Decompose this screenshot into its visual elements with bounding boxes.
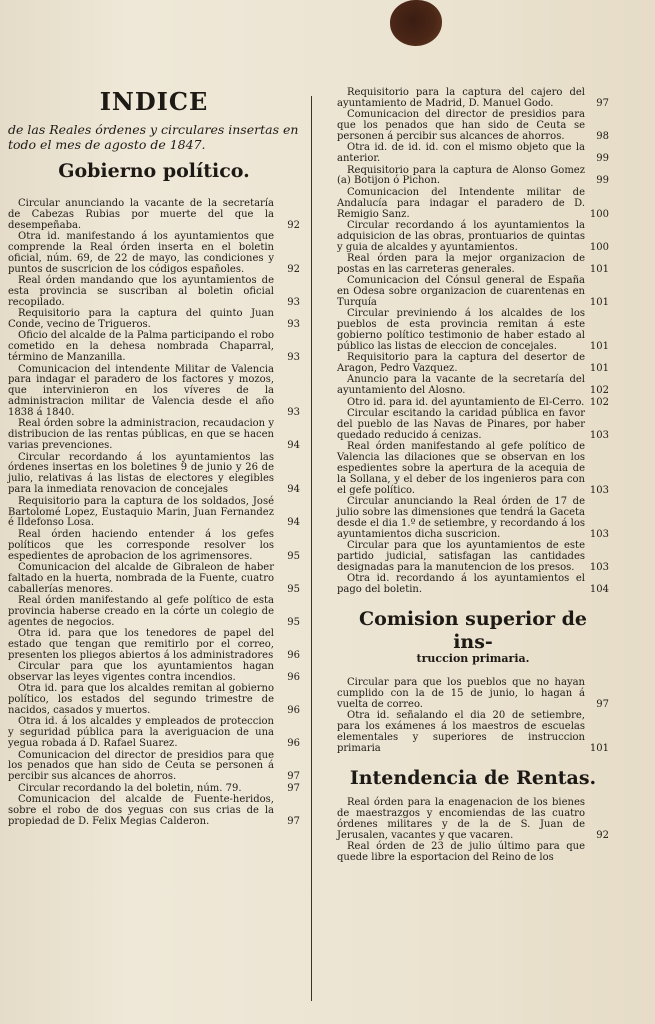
index-entry	[337, 188, 609, 221]
entry-text: Real órden para la mejor organizacion de postas en las carreteras generales.	[337, 252, 585, 275]
entry-text: Comunicacion del director de presidios para que los penados que han sido de Ceuta se personen á percibir sus alcances de ahorros.	[8, 749, 274, 783]
entry-page-number: 95	[287, 616, 300, 628]
index-entry	[337, 798, 609, 842]
entry-text: Otro id. para id. del ayuntamiento de El-Cerro.	[347, 396, 585, 408]
index-entry	[8, 331, 300, 364]
index-entry	[337, 842, 609, 864]
entry-page-number: 92	[287, 219, 300, 231]
entry-text: Comunicacion del Cónsul general de España en Odesa sobre organizacion de cuarentenas en Turquía	[337, 275, 585, 308]
index-entry	[337, 711, 609, 755]
entry-text: Circular recordando á los ayuntamientos las órdenes insertas en los boletines 9 de junio y 26 de julio, relativas á las listas de electores y elegibles para la inmediata renovacion de concejales	[8, 451, 274, 496]
entry-page-number: 97	[287, 771, 300, 783]
entry-page-number: 95	[287, 583, 300, 595]
index-entry	[8, 629, 300, 662]
entry-text: Otra id. para que los tenedores de papel del estado que tengan que remitirlo por el correo, presenten los pliegos abiertos á los administradores	[8, 628, 274, 661]
entry-page-number: 93	[287, 352, 300, 364]
left-column	[8, 88, 300, 828]
entry-page-number: 101	[589, 296, 609, 308]
entry-page-number: 100	[589, 241, 609, 253]
section-title-intendencia: Intendencia de Rentas.	[349, 767, 597, 790]
entry-page-number: 94	[287, 484, 300, 496]
entry-text: Circular anunciando la vacante de la secretaría de Cabezas Rubias por muerte del que la desempeñaba.	[8, 198, 274, 231]
index-entry	[8, 497, 300, 530]
entry-page-number: 93	[287, 319, 300, 331]
index-title: INDICE	[99, 87, 209, 116]
entry-page-number: 94	[287, 517, 300, 529]
entry-page-number: 96	[287, 705, 300, 717]
index-entry	[8, 684, 300, 717]
index-entry	[337, 143, 609, 165]
entry-text: Circular para que los ayuntamientos hagan observar las leyes vigentes contra incendios.	[8, 661, 274, 684]
index-entry	[337, 497, 609, 541]
section-title-gobierno: Gobierno político.	[58, 160, 250, 182]
index-entry	[8, 717, 300, 750]
entry-page-number: 103	[589, 484, 609, 496]
entry-page-number: 99	[596, 175, 609, 187]
entry-page-number: 100	[589, 208, 609, 220]
entry-page-number: 93	[287, 296, 300, 308]
entry-page-number: 101	[589, 263, 609, 275]
entry-text: Oficio del alcalde de la Palma participando el robo cometido en la dehesa nombrada Chaparral, término de Manzanilla.	[8, 330, 274, 364]
entry-text: Requisitorio para la captura de Alonso Gomez (a) Botijon ó Pichon.	[337, 164, 585, 187]
index-entry	[8, 563, 300, 596]
entry-text: Otra id. manifestando á los ayuntamientos que comprende la Real órden inserta en el boletin oficial, núm. 69, de 22 de mayo, las condiciones y puntos de suscricion de los códigos españoles.	[8, 231, 274, 275]
index-entry	[8, 530, 300, 563]
entry-text: Circular para que los ayuntamientos de este partido judicial, satisfagan las cantidades designadas para la manutencion de los presos.	[337, 540, 585, 573]
entry-text: Comunicacion del alcalde de Fuente-heridos, sobre el robo de dos yeguas con sus crias de la propiedad de D. Felix Megias Calderon.	[8, 793, 274, 827]
index-entry	[8, 795, 300, 828]
index-entry	[337, 442, 609, 497]
index-entry	[337, 398, 609, 409]
index-entry	[337, 375, 609, 397]
entry-text: Requisitorio para la captura del quinto Juan Conde, vecino de Trigueros.	[8, 308, 274, 331]
entry-page-number: 93	[287, 407, 300, 419]
right-column	[337, 88, 609, 865]
entry-text: Real órden haciendo entender á los gefes políticos que les corresponde resolver los espedientes de aprobacion de los agrimensores.	[8, 528, 274, 562]
entry-page-number: 103	[589, 561, 609, 573]
entry-text: Comunicacion del Intendente militar de Andalucía para indagar el paradero de D. Remigio Sanz.	[337, 186, 585, 220]
index-entry	[8, 596, 300, 629]
index-entry	[8, 419, 300, 452]
entry-text: Anuncio para la vacante de la secretaría del ayuntamiento del Alosno.	[337, 374, 585, 397]
entry-text: Requisitorio para la captura del cajero del ayuntamiento de Madrid, D. Manuel Godo.	[337, 87, 585, 109]
index-entry	[8, 453, 300, 497]
entry-text: Circular previniendo á los alcaldes de los pueblos de esta provincia remitan á este gobierno político testimonio de haber estado al público las listas de eleccion de concejales.	[337, 308, 585, 352]
entry-text: Real órden mandando que los ayuntamientos de esta provincia se suscriban al boletin oficial recopilado.	[8, 275, 274, 308]
entry-text: Real órden para la enagenacion de los bienes de maestrazgos y encomiendas de las cuatro órdenes militares y de la de S. Juan de Jerusalen, vacantes y que vacaren.	[337, 797, 585, 842]
entry-page-number: 102	[589, 396, 609, 408]
index-entry	[337, 353, 609, 375]
entry-text: Otra id. para que los alcaldes remitan al gobierno político, los estados del segundo trimestre de nacidos, casados y muertos.	[8, 683, 274, 717]
entry-page-number: 97	[596, 699, 609, 711]
entry-page-number: 103	[589, 429, 609, 441]
section-title-comision: Comision superior de ins-	[359, 608, 587, 654]
entry-text: Requisitorio para la captura de los soldados, José Bartolomé Lopez, Eustaquio Marin, Juan Fernandez é Ildefonso Losa.	[8, 495, 274, 529]
entry-page-number: 97	[287, 815, 300, 827]
index-entry	[337, 254, 609, 276]
entry-page-number: 99	[596, 153, 609, 165]
index-entry	[337, 574, 609, 596]
entry-page-number: 101	[589, 340, 609, 352]
entry-page-number: 96	[287, 649, 300, 661]
section-subtitle-comision: truccion primaria.	[416, 652, 530, 666]
entry-text: Circular anunciando la Real órden de 17 de julio sobre las dimensiones que tendrá la Gaceta desde el dia 1.º de setiembre, y recordando á los ayuntamientos dicha suscricion.	[337, 496, 585, 540]
index-entry	[8, 199, 300, 232]
entry-text: Real órden manifestando al gefe político de Valencia las dilaciones que se observan en los espedientes sobre la apertura de la acequia de la Sollana, y el deber de los ingenieros para con el gefe político.	[337, 441, 585, 496]
entry-text: Real órden manifestando al gefe político de esta provincia haberse creado en la córte un colegio de agentes de negocios.	[8, 594, 274, 628]
entry-page-number: 97	[287, 782, 300, 794]
right-entry-list-intendencia	[337, 798, 609, 864]
entry-text: Circular recordando la del boletin, núm. 79.	[18, 782, 242, 794]
index-entry	[337, 309, 609, 353]
entry-page-number: 102	[589, 385, 609, 397]
entry-page-number: 101	[589, 363, 609, 375]
entry-page-number: 101	[589, 743, 609, 755]
index-entry	[337, 88, 609, 110]
column-divider	[311, 96, 312, 1001]
index-entry	[8, 365, 300, 420]
entry-page-number: 104	[589, 584, 609, 596]
entry-text: Otra id. recordando á los ayuntamientos el pago del boletin.	[337, 573, 585, 596]
entry-page-number: 92	[287, 263, 300, 275]
index-entry	[8, 276, 300, 309]
index-entry	[8, 309, 300, 331]
entry-text: Circular escitando la caridad pública en favor del pueblo de las Navas de Pinares, por haber quedado reducido á cenizas.	[337, 407, 585, 441]
index-entry	[8, 662, 300, 684]
entry-page-number: 96	[287, 738, 300, 750]
entry-text: Circular para que los pueblos que no hayan cumplido con la de 15 de junio, lo hagan á vuelta de correo.	[337, 677, 585, 711]
entry-page-number: 95	[287, 550, 300, 562]
entry-text: Comunicacion del alcalde de Gibraleon de haber faltado en la huerta, nombrada de la Fuente, cuatro caballerías menores.	[8, 561, 274, 595]
index-entry	[337, 678, 609, 711]
entry-text: Otra id. á los alcaldes y empleados de proteccion y seguridad pública para la averiguacion de una yegua robada á D. Rafael Suarez.	[8, 716, 274, 750]
entry-text: Comunicacion del intendente Militar de Valencia para indagar el paradero de los factores y mozos, que intervinieron en los víveres de la administracion militar de Valencia desde el año 1838 á 1840.	[8, 363, 274, 419]
index-entry	[337, 276, 609, 309]
index-entry	[337, 409, 609, 442]
entry-page-number: 97	[596, 97, 609, 109]
index-entry	[337, 110, 609, 143]
right-entry-list-comision	[337, 678, 609, 755]
index-entry	[337, 166, 609, 188]
entry-text: Otra id. de id. id. con el mismo objeto que la anterior.	[337, 142, 585, 165]
right-entry-list-gobierno	[337, 88, 609, 596]
entry-page-number: 92	[596, 830, 609, 842]
entry-page-number: 103	[589, 528, 609, 540]
entry-text: Real órden sobre la administracion, recaudacion y distribucion de las rentas públicas, en que se hacen varias prevenciones.	[8, 418, 274, 452]
entry-text: Comunicacion del director de presidios para que los penados que han sido de Ceuta se personen á percibir sus alcances de ahorros.	[337, 109, 585, 143]
entry-text: Requisitorio para la captura del desertor de Aragon, Pedro Vazquez.	[337, 352, 585, 375]
index-entry	[337, 221, 609, 254]
entry-text: Circular recordando á los ayuntamientos la adquisicion de las obras, prontuarios de quintas y guia de alcaldes y ayuntamientos.	[337, 219, 585, 253]
left-entry-list	[8, 199, 300, 828]
entry-text: Real órden de 23 de julio último para que quede libre la esportacion del Reino de los	[337, 841, 585, 864]
index-subtitle: de las Reales órdenes y circulares insertas en todo el mes de agosto de 1847.	[8, 122, 299, 152]
index-entry	[8, 232, 300, 276]
entry-page-number: 98	[596, 131, 609, 143]
ink-stain	[390, 0, 442, 46]
index-entry	[8, 784, 300, 795]
entry-page-number: 96	[287, 672, 300, 684]
index-entry	[337, 541, 609, 574]
index-entry	[8, 751, 300, 784]
entry-page-number: 94	[287, 440, 300, 452]
entry-text: Otra id. señalando el dia 20 de setiembre, para los exámenes á los maestros de escuelas elementales y superiores de instruccion primaria	[337, 710, 585, 755]
